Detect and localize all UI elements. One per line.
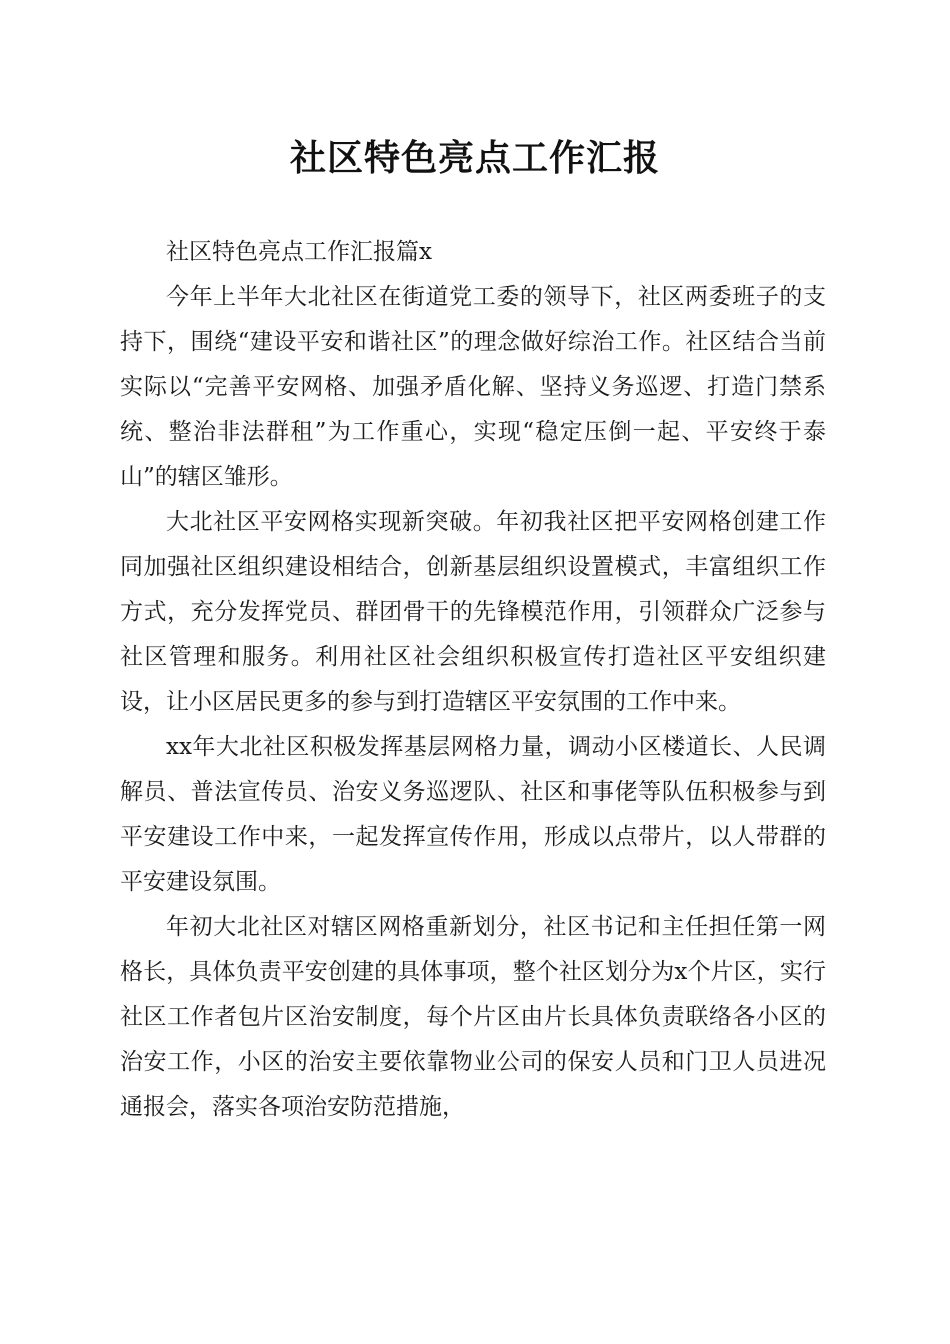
document-title: 社区特色亮点工作汇报 — [289, 137, 660, 179]
paragraph: xx年大北社区积极发挥基层网格力量，调动小区楼道长、人民调解员、普法宣传员、治安义务巡逻队、社区和事佬等队伍积极参与到平安建设工作中来，一起发挥宣传作用，形成以点带片，以人带群的平安建设氛围。 — [120, 734, 826, 895]
document-subtitle: 社区特色亮点工作汇报篇x — [166, 239, 432, 265]
paragraph: 大北社区平安网格实现新突破。年初我社区把平安网格创建工作同加强社区组织建设相结合，创新基层组织设置模式，丰富组织工作方式，充分发挥党员、群团骨干的先锋模范作用，引领群众广泛参与社区管理和服务。利用社区社会组织积极宣传打造社区平安组织建设，让小区居民更多的参与到打造辖区平安氛围的工作中来。 — [120, 509, 826, 715]
paragraph: 年初大北社区对辖区网格重新划分，社区书记和主任担任第一网格长，具体负责平安创建的具体事项，整个社区划分为x个片区，实行社区工作者包片区治安制度，每个片区由片长具体负责联络各小区的治安工作，小区的治安主要依靠物业公司的保安人员和门卫人员进况通报会，落实各项治安防范措施， — [120, 914, 826, 1120]
paragraph: 今年上半年大北社区在街道党工委的领导下，社区两委班子的支持下，围绕“建设平安和谐社区”的理念做好综治工作。社区结合当前实际以“完善平安网格、加强矛盾化解、坚持义务巡逻、打造门禁系统、整治非法群租”为工作重心，实现“稳定压倒一起、平安终于泰山”的辖区雏形。 — [120, 284, 826, 490]
document-body — [120, 230, 826, 1130]
